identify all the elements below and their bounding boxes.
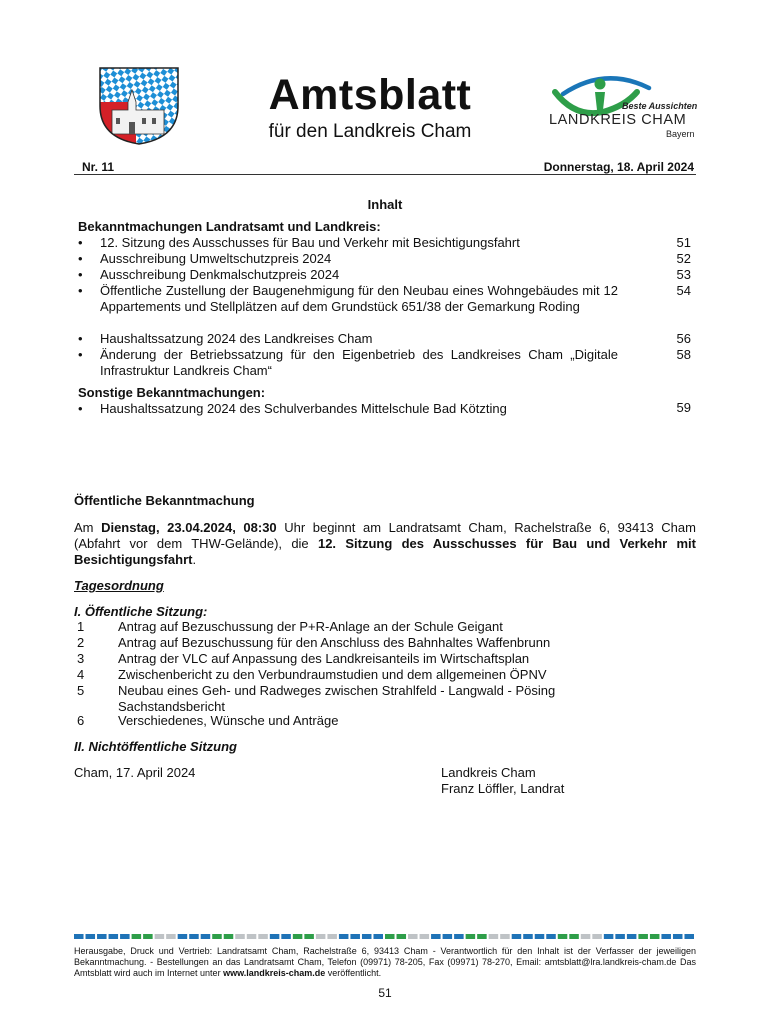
- agenda-number: 1: [77, 619, 85, 634]
- signature-name: Franz Löffler, Landrat: [441, 781, 565, 796]
- notice-text: Uhr beginnt am Landratsamt Cham, Rachelstraße 6, 93413 Cham (Abfahrt vor dem THW-Gelände), die: [74, 520, 696, 551]
- footer-dash: [420, 934, 430, 939]
- footer-dash: [74, 934, 84, 939]
- footer-dash: [477, 934, 487, 939]
- footer-dash: [224, 934, 234, 939]
- toc-item: [78, 267, 618, 283]
- agenda-item: [74, 635, 634, 651]
- agenda-text: Verschiedenes, Wünsche und Anträge: [118, 713, 339, 728]
- footer-dash: [592, 934, 602, 939]
- footer-text: veröffentlicht.: [325, 968, 382, 978]
- footer-dash: [535, 934, 545, 939]
- agenda-number: 2: [77, 635, 85, 650]
- agenda-number: 3: [77, 651, 85, 666]
- agenda-heading: Tagesordnung: [74, 578, 164, 593]
- bullet: •: [78, 331, 83, 346]
- footer-dash: [385, 934, 395, 939]
- footer-dash: [661, 934, 671, 939]
- footer-dash: [454, 934, 464, 939]
- footer-dash: [500, 934, 510, 939]
- toc-page-number: 59: [676, 400, 691, 415]
- footer-dash: [558, 934, 568, 939]
- toc-item: [78, 401, 618, 417]
- footer-dash: [132, 934, 142, 939]
- toc-section-title: Sonstige Bekanntmachungen:: [78, 385, 266, 400]
- agenda-item: [74, 713, 634, 729]
- bullet: •: [78, 347, 83, 362]
- footer-dash: [443, 934, 453, 939]
- footer-dash: [466, 934, 476, 939]
- coat-of-arms-icon: [98, 66, 180, 146]
- agenda-text: Antrag der VLC auf Anpassung des Landkreisanteils im Wirtschaftsplan: [118, 651, 530, 666]
- toc-page-number: 53: [676, 267, 691, 282]
- footer-dash: [316, 934, 326, 939]
- footer-dash: [201, 934, 211, 939]
- footer-dash: [109, 934, 119, 939]
- footer-dash: [627, 934, 637, 939]
- agenda-number: 6: [77, 713, 85, 728]
- toc-section-title: Bekanntmachungen Landratsamt und Landkreis:: [78, 219, 381, 234]
- footer-dash: [247, 934, 257, 939]
- toc-item-text: 12. Sitzung des Ausschusses für Bau und Verkehr mit Besichtigungsfahrt: [100, 235, 520, 250]
- footer-dash: [512, 934, 522, 939]
- footer-dash: [397, 934, 407, 939]
- footer-dash: [212, 934, 222, 939]
- meeting-title: 12. Sitzung des Ausschusses für Bau und Verkehr mit Besichtigungsfahrt: [74, 536, 696, 567]
- bullet: •: [78, 235, 83, 250]
- page-number: 51: [378, 986, 392, 1000]
- toc-item-text: Änderung der Betriebssatzung für den Eigenbetrieb des Landkreises Cham „Digitale Infrastruktur Landkreis Cham“: [100, 347, 618, 378]
- toc-page-number: 58: [676, 347, 691, 362]
- issue-date: Donnerstag, 18. April 2024: [543, 160, 694, 174]
- footer-dash: [408, 934, 418, 939]
- toc-item: [78, 347, 618, 379]
- footer-dash: [189, 934, 199, 939]
- footer-dash: [270, 934, 280, 939]
- footer-dash: [581, 934, 591, 939]
- nonpublic-session-heading: II. Nichtöffentliche Sitzung: [74, 739, 237, 754]
- agenda-item: [74, 667, 634, 683]
- footer-dash: [638, 934, 648, 939]
- public-session-heading: I. Öffentliche Sitzung:: [74, 604, 208, 619]
- logo-region: Bayern: [666, 129, 695, 139]
- agenda-text: Zwischenbericht zu den Verbundraumstudien und dem allgemeinen ÖPNV: [118, 667, 547, 682]
- toc-page-number: 54: [676, 283, 691, 298]
- place-date: Cham, 17. April 2024: [74, 765, 196, 780]
- footer-dash: [350, 934, 360, 939]
- agenda-text: Antrag auf Bezuschussung für den Anschluss des Bahnhaltes Waffenbrunn: [118, 635, 551, 650]
- toc-item-text: Ausschreibung Umweltschutzpreis 2024: [100, 251, 332, 266]
- footer-dash: [97, 934, 107, 939]
- footer-dash: [569, 934, 579, 939]
- footer-dash: [86, 934, 96, 939]
- footer-dash: [327, 934, 337, 939]
- footer-text: Herausgabe, Druck und Vertrieb: Landratsamt Cham, Rachelstraße 6, 93413 Cham - Verantwortlich für den Inhalt ist der Verfasser der jeweiligen Bekanntmachung. - Bestellungen an das Landratsamt Cham, Telefon (09971) 78-205, Fax (09971) 78-270, Email: amtsblatt@lra.landkreis-cham.de Das Amtsblatt wird auch im Internet unter: [74, 946, 696, 978]
- footer-website-link[interactable]: www.landkreis-cham.de: [223, 968, 326, 978]
- footer-dash: [120, 934, 130, 939]
- footer-dash: [143, 934, 153, 939]
- footer-dash: [650, 934, 660, 939]
- agenda-item: [74, 683, 574, 715]
- footer-dash: [235, 934, 245, 939]
- toc-item: [78, 283, 618, 315]
- footer-dash: [615, 934, 625, 939]
- footer-dash: [546, 934, 556, 939]
- toc-page-number: 52: [676, 251, 691, 266]
- agenda-text: Neubau eines Geh- und Radweges zwischen Strahlfeld - Langwald - Pösing Sachstandsbericht: [118, 683, 556, 714]
- toc-item-text: Haushaltssatzung 2024 des Schulverbandes Mittelschule Bad Kötzting: [100, 401, 507, 416]
- page-subtitle: für den Landkreis Cham: [268, 121, 472, 142]
- footer-dash: [362, 934, 372, 939]
- footer-dash: [431, 934, 441, 939]
- issue-number: Nr. 11: [82, 160, 115, 174]
- notice-body: [74, 520, 696, 568]
- logo-tagline: Beste Aussichten: [622, 101, 698, 111]
- notice-text: .: [192, 552, 197, 567]
- footer-dash: [489, 934, 499, 939]
- footer-imprint: [74, 946, 696, 979]
- header-divider: [74, 174, 696, 175]
- toc-item: [78, 251, 618, 267]
- footer-dash: [339, 934, 349, 939]
- footer-dash: [281, 934, 291, 939]
- bullet: •: [78, 283, 83, 298]
- bullet: •: [78, 267, 83, 282]
- footer-dash-bar: [74, 934, 696, 939]
- footer-dash: [166, 934, 176, 939]
- notice-heading: Öffentliche Bekanntmachung: [74, 493, 255, 508]
- toc-heading: Inhalt: [367, 197, 403, 212]
- agenda-number: 4: [77, 667, 85, 682]
- agenda-text: Antrag auf Bezuschussung der P+R-Anlage an der Schule Geigant: [118, 619, 503, 634]
- footer-dash: [258, 934, 268, 939]
- agenda-number: 5: [77, 683, 85, 698]
- agenda-item: [74, 651, 634, 667]
- footer-dash: [304, 934, 314, 939]
- footer-dash: [673, 934, 683, 939]
- toc-page-number: 51: [676, 235, 691, 250]
- footer-dash: [604, 934, 614, 939]
- page-title: Amtsblatt: [268, 71, 472, 119]
- toc-item-text: Haushaltssatzung 2024 des Landkreises Cham: [100, 331, 373, 346]
- toc-page-number: 56: [676, 331, 691, 346]
- meeting-datetime: Dienstag, 23.04.2024, 08:30: [101, 520, 277, 535]
- agenda-item: [74, 619, 634, 635]
- toc-item: [78, 331, 618, 347]
- signature-authority: Landkreis Cham: [441, 765, 536, 780]
- footer-dash: [523, 934, 533, 939]
- toc-item-text: Öffentliche Zustellung der Baugenehmigung für den Neubau eines Wohngebäudes mit 12 Appartements und Stellplätzen auf dem Grundstück 651/38 der Gemarkung Roding: [100, 283, 618, 314]
- bullet: •: [78, 251, 83, 266]
- toc-item-text: Ausschreibung Denkmalschutzpreis 2024: [100, 267, 340, 282]
- footer-dash: [293, 934, 303, 939]
- footer-dash: [684, 934, 694, 939]
- bullet: •: [78, 401, 83, 416]
- footer-dash: [178, 934, 188, 939]
- toc-item: [78, 235, 618, 251]
- notice-text: Am: [74, 520, 102, 535]
- logo-name: LANDKREIS CHAM: [549, 112, 687, 128]
- footer-dash: [373, 934, 383, 939]
- footer-dash: [155, 934, 165, 939]
